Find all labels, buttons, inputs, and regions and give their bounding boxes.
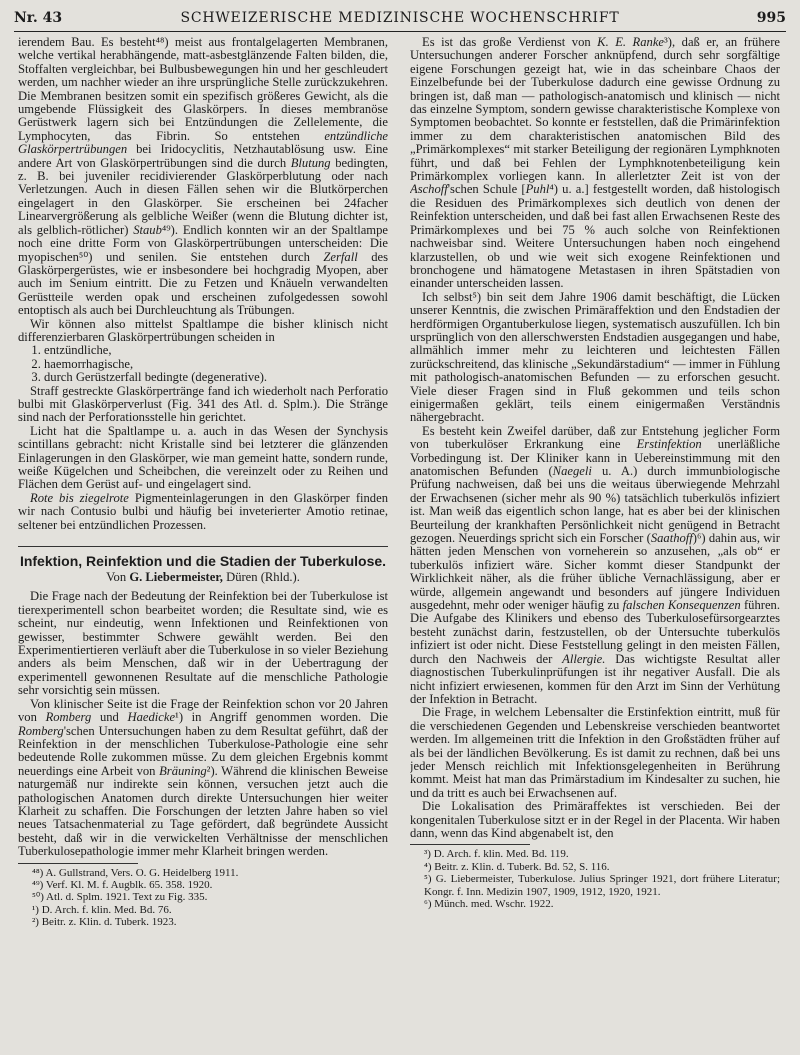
byline: Von G. Liebermeister, Düren (Rhld.).	[106, 570, 300, 585]
footnote: ⁴⁸) A. Gullstrand, Vers. O. G. Heidelberg 1911.	[32, 866, 239, 879]
paragraph: Es ist das große Verdienst von K. E. Ranke³), daß er, an frühere Untersuchungen anderer Forscher anknüpfend, durch sehr sorgfältige eigene Forschungen gezeigt hat, wie in das scheinbare Chaos der Einzelbefunde bei der Tuberkulose dadurch eine gewisse Ordnung zu bringen ist, daß man — pathologisch-anatomisch und klinisch — nicht das einzelne Symptom, sondern gewisse charakteristische Komplexe von Symptomen beobachtet. So konnte er feststellen, daß die Primärinfektion immer zu dem charakteristischen anatomischen Bild des „Primärkomplexes“ mit starker Beteiligung der regionären Lymphknoten führt, und daß bei Fehlen der Lymphknotenbeteiligung kein Primärkomplex vorliegen kann. In allerletzter Zeit ist von der Aschoff'schen Schule [Puhl⁴) u. a.] festgestellt worden, daß histologisch die Residuen des Primärkomplexes sich deutlich von denen der Reinfektion unterscheiden, und daß bei fast allen Erwachsenen Reste des Primärkomplexes und bei 75 % auch solche von Reinfektionen nachweisbar sind. Weitere Untersuchungen haben noch eingehend klarzustellen, ob und wie weit sich exogene Reinfektionen und bronchogene und hämatogene Metastasen in ihren Spätstadien von einander unterscheiden lassen.	[410, 36, 780, 291]
footnote: ⁶) Münch. med. Wschr. 1922.	[424, 898, 554, 910]
list	[18, 344, 388, 384]
list-item: 2. haemorrhagische,	[44, 358, 388, 371]
page-number: 995	[756, 10, 786, 26]
journal-title: SCHWEIZERISCHE MEDIZINISCHE WOCHENSCHRIFT	[180, 10, 620, 26]
paragraph: Straff gestreckte Glaskörpertränge fand ich wiederholt nach Perforatio bulbi mit Glaskörperverlust (Fig. 341 des Atl. d. Splm.). Die Stränge sind nach der Perforationsstelle hin gerichtet.	[18, 383, 388, 425]
footnote: ⁴) Beitr. z. Klin. d. Tuberk. Bd. 52, S. 116.	[424, 860, 610, 873]
paragraph: Rote bis ziegelrote Pigmenteinlagerungen in den Glaskörper finden wir nach Contusio bulbi und häufig bei inveterierter Amotio retinae, seltener bei entzündlichen Prozessen.	[18, 490, 388, 532]
footnote: ³) D. Arch. f. klin. Med. Bd. 119.	[424, 848, 569, 861]
page-header	[14, 5, 786, 32]
paragraph: Ich selbst⁵) bin seit dem Jahre 1906 damit beschäftigt, die Lücken unserer Kenntnis, die zwischen Primäraffektion und den Endstadien der herdförmigen Organtuberkulose liegen, systematisch auszufüllen. Ich bin ursprünglich von den allerschwersten Endstadien ausgegangen und habe, allmählich immer mehr zu leichteren und leichtesten Fällen zurückschreitend, das klinische „Sekundärstadium“ — immer in Fühlung mit pathologisch-anatomischen Befunden — zu erforschen gesucht. Viele dieser Fragen sind in Fluß gekommen und teils schon einigermaßen geklärt, teils einem einigermaßen Verständnis nähergebracht.	[410, 289, 780, 425]
paragraph: Die Frage, in welchem Lebensalter die Erstinfektion eintritt, muß für die verschiedenen Gegenden und Lebenskreise verschieden beantwortet werden. Im allgemeinen tritt die Infektion in den Großstädten früher auf als bei der ländlichen Bevölkerung. Es ist damit zu rechnen, daß bei uns jeder Mensch reichlich mit Infektionsgelegenheiten in Berührung kommt. Meist hat man das Primärstadium im Kindesalter zu suchen, hie und da tritt es auch bei Erwachsenen auf.	[410, 705, 780, 800]
left-column	[18, 36, 388, 1048]
footnote-divider	[18, 863, 138, 864]
paragraph: Von klinischer Seite ist die Frage der Reinfektion schon vor 20 Jahren von Romberg und Haedicke¹) in Angriff genommen worden. Die Romberg'schen Untersuchungen haben zu dem Resultat geführt, daß der Reinfektion in der menschlichen Tuberkulose-Pathologie eine sehr bedeutende Rolle zukommen müsse. Zu dem gleichen Ergebnis kommt neuerdings eine Arbeit von Bräuning²). Während die klinischen Beweise naturgemäß nur indirekte sein können, versuchen jetzt auch die pathologischen Anatomen durch direkte Untersuchungen hier weiter Klarheit zu schaffen. Die Forschungen der letzten Jahre haben so viel neues Tatsachenmaterial zu Tage gefördert, daß begründete Aussicht besteht, daß wir in die verwickelten Verhältnisse der menschlichen Tuberkulosepathologie immer mehr Klarheit bringen werden.	[18, 696, 388, 859]
issue-number: Nr. 43	[14, 10, 63, 26]
list-item: 3. durch Gerüstzerfall bedingte (degenerative).	[44, 371, 388, 384]
paragraph: ierendem Bau. Es besteht⁴⁸) meist aus frontalgelagerten Membranen, welche vertikal herabhängende, matt-asbestglänzende Falten bilden, die, Stoffalten vergleichbar, bei Bulbusbewegungen hin und her geschleudert werden, um nachher wieder an ihre ursprüngliche Stelle zurückzukehren. Die Membranen besitzen somit ein spezifisch größeres Gewicht, als die umgebende Flüssigkeit des Glaskörpers. In dieses membranöse Gerüstwerk lagern sich bei Entzündungen die Zellelemente, die Lymphocyten, das Fibrin. So entstehen entzündliche Glaskörpertrübungen bei Iridocyclitis, Netzhautablösung usw. Eine andere Art von Glaskörpertrübungen sind die durch Blutung bedingten, z. B. bei juveniler recidivierender Glaskörperblutung oder nach Verletzungen. Auch in diesen Fällen sehen wir die Blutkörperchen eingelagert in den Glaskörper. Sie erscheinen bei 24facher Linearvergrößerung als gelbliche Weißer (wenn die Blutung dichter ist, als gelblich-rötlicher) Staub⁴⁹). Endlich konnten wir an der Spaltlampe noch eine dritte Form von Glaskörpertrübungen unterscheiden: Die myopischen⁵⁰) und senilen. Sie entstehen durch Zerfall des Glaskörpergerüstes, wie er insbesondere bei hochgradig Myopen, aber auch im Senium eintritt. Die zu Fetzen und Knäueln verwandelten Gerüstteile werden opak und erscheinen zufolgedessen sowohl entoptisch als auch bei Durchleuchtung als Trübungen.	[18, 36, 388, 318]
footnote: ²) Beitr. z. Klin. d. Tuberk. 1923.	[32, 916, 177, 929]
footnote: ⁵) G. Liebermeister, Tuberkulose. Julius Springer 1921, dort frühere Literatur; Kongr. f. Inn. Medizin 1907, 1909, 1912, 1920, 1921.	[424, 873, 780, 898]
paragraph: Wir können also mittelst Spaltlampe die bisher klinisch nicht differenzierbaren Glaskörpertrübungen scheiden in	[18, 316, 388, 344]
list-item: 1. entzündliche,	[44, 344, 388, 357]
paragraph: Die Frage nach der Bedeutung der Reinfektion bei der Tuberkulose ist tierexperimentell schon bearbeitet worden; die Resultate sind, wie es scheint, nur eindeutig, wenn Infektionen und Reinfektionen von gewisser, bestimmter Schwere gewählt werden. Bei den Experimentiertieren verläuft aber die Tuberkulose in so vieler Beziehung anders als beim Menschen, daß wir in der Uebertragung der experimentell gewonnenen Resultate auf die menschliche Pathologie sehr vorsichtig sein müssen.	[18, 589, 388, 698]
footnote: ⁴⁹) Verf. Kl. M. f. Augblk. 65. 358. 1920.	[32, 878, 213, 891]
paragraph: Die Lokalisation des Primäraffektes ist verschieden. Bei der kongenitalen Tuberkulose sitzt er in der Regel in der Placenta. Wir haben dann, wenn das Kind abgenabelt ist, den	[410, 799, 780, 840]
paragraph: Es besteht kein Zweifel darüber, daß zur Entstehung jeglicher Form von tuberkulöser Erkrankung eine Erstinfektion unerläßliche Vorbedingung ist. Der Kliniker kann in Uebereinstimmung mit den anatomischen Befunden (Naegeli u. A.) durch immunbiologische Prüfung nachweisen, daß bei uns die weitaus überwiegende Mehrzahl der Erwachsenen (sicher mehr als 90 %) tatsächlich tuberkulös infiziert ist. Man weiß das eigentlich schon lange, hat es aber bei der klinischen Beurteilung der krankhaften Persönlichkeit nicht genügend in Betracht gezogen. Neuerdings spricht sich ein Forscher (Saathoff)⁶) dahin aus, wir hätten jeden Menschen von vorneherein so anzusehen, „als ob“ er tuberkulös infiziert wäre. Sicher kommt dieser Standpunkt der Wirklichkeit näher, als die früher übliche Vernachlässigung, aber er würde, allgemein angewandt und besonders auf jüngere Individuen ausgedehnt, mehr oder weniger häufig zu falschen Konsequenzen führen. Die Aufgabe des Klinikers und ebenso des Tuberkulosefürsorgearztes besteht zunächst darin, festzustellen, ob der Untersuchte tuberkulös infiziert ist oder nicht. Diese Feststellung gelingt in den meisten Fällen, durch den Nachweis der Allergie. Das wichtigste Resultat aller diagnostischen Tuberkulinprüfungen ist ihr negativer Ausfall. Die als nicht infiziert erwiesenen, kommen für den Arzt im Sinn der Verhütung der Infektion in Betracht.	[410, 423, 780, 706]
paragraph: Licht hat die Spaltlampe u. a. auch in das Wesen der Synchysis scintillans gebracht: nicht Kristalle sind bei letzterer die glänzenden Einlagerungen in den Glaskörper, wie man gemeint hatte, sondern runde, weiße Kügelchen und Scheibchen, die vereinzelt oder zu Reihen und Flächen dem Gerüst auf- und eingelagert sind.	[18, 423, 388, 492]
footnote-divider	[410, 844, 530, 845]
footnote: ¹) D. Arch. f. klin. Med. Bd. 76.	[32, 903, 172, 916]
right-column	[410, 36, 780, 1048]
article-title: Infektion, Reinfektion und die Stadien der Tuberkulose.	[18, 546, 388, 570]
footnote: ⁵⁰) Atl. d. Splm. 1921. Text zu Fig. 335.	[32, 891, 208, 904]
